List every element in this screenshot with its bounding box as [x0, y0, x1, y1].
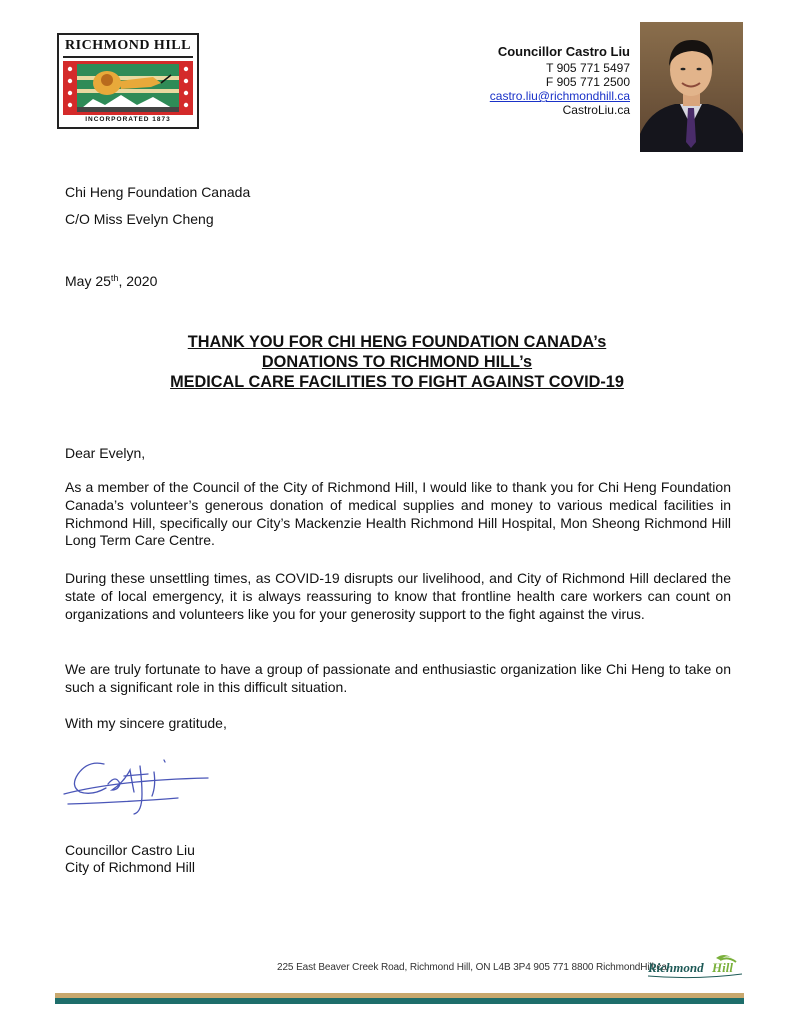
date-suffix: , 2020: [118, 273, 158, 289]
lion-emblem-icon: [63, 61, 193, 115]
title-line-1: THANK YOU FOR CHI HENG FOUNDATION CANADA’s: [187, 333, 607, 351]
email-link[interactable]: castro.liu@richmondhill.ca: [489, 89, 630, 103]
website-text: CastroLiu.ca: [562, 103, 630, 117]
body-paragraph-3: We are truly fortunate to have a group of passionate and enthusiastic organization like Chi Heng to take on such a significant role in this difficult situation.: [65, 661, 731, 695]
logo-title: RICHMOND HILL: [65, 38, 191, 53]
recipient-contact: C/O Miss Evelyn Cheng: [65, 211, 214, 227]
letter-title: [65, 332, 729, 392]
svg-text:Hill: Hill: [712, 960, 733, 975]
letter-date: [65, 272, 157, 290]
councillor-name: Councillor Castro Liu: [497, 44, 630, 59]
closing-line: With my sincere gratitude,: [65, 715, 227, 731]
handwritten-signature: [58, 752, 218, 818]
title-line-3: MEDICAL CARE FACILITIES TO FIGHT AGAINST COVID-19: [170, 373, 624, 391]
fax-number: F 905 771 2500: [545, 75, 630, 89]
salutation: Dear Evelyn,: [65, 445, 146, 461]
date-ordinal: th: [110, 273, 119, 283]
logo-divider: [63, 56, 193, 58]
richmond-hill-wordmark-logo: [646, 950, 746, 982]
councillor-portrait-photo: [640, 22, 743, 152]
logo-incorporated-text: INCORPORATED 1873: [85, 116, 171, 123]
body-paragraph-1: As a member of the Council of the City of Richmond Hill, I would like to thank you for Chi Heng Foundation Canada’s volunteer’s generous donation of medical supplies and money to various medical facilities in Richmond Hill, specifically our City’s Mackenzie Health Richmond Hill Hospital, Mon Sheong Richmond Hill Long Term Care Centre.: [65, 479, 731, 549]
title-line-2: DONATIONS TO RICHMOND HILL’s: [261, 353, 533, 371]
phone-number: T 905 771 5497: [546, 61, 630, 75]
footer-teal-bar: [55, 998, 744, 1004]
date-prefix: May 25: [65, 273, 111, 289]
svg-text:Richmond: Richmond: [648, 960, 704, 975]
councillor-contact-block: [490, 44, 630, 117]
footer-address: 225 East Beaver Creek Road, Richmond Hill, ON L4B 3P4 905 771 8800 RichmondHill.ca: [277, 962, 667, 973]
signer-name: Councillor Castro Liu: [65, 842, 195, 858]
richmond-hill-crest-logo: [57, 33, 199, 129]
signer-organization: City of Richmond Hill: [65, 859, 195, 875]
logo-emblem: [63, 61, 193, 115]
body-paragraph-2: During these unsettling times, as COVID-19 disrupts our livelihood, and City of Richmond Hill declared the state of local emergency, it is always reassuring to know that frontline health care workers can count on organizations and volunteers like you for your generosity support to the fight against the virus.: [65, 570, 731, 622]
recipient-organization: Chi Heng Foundation Canada: [65, 184, 251, 200]
